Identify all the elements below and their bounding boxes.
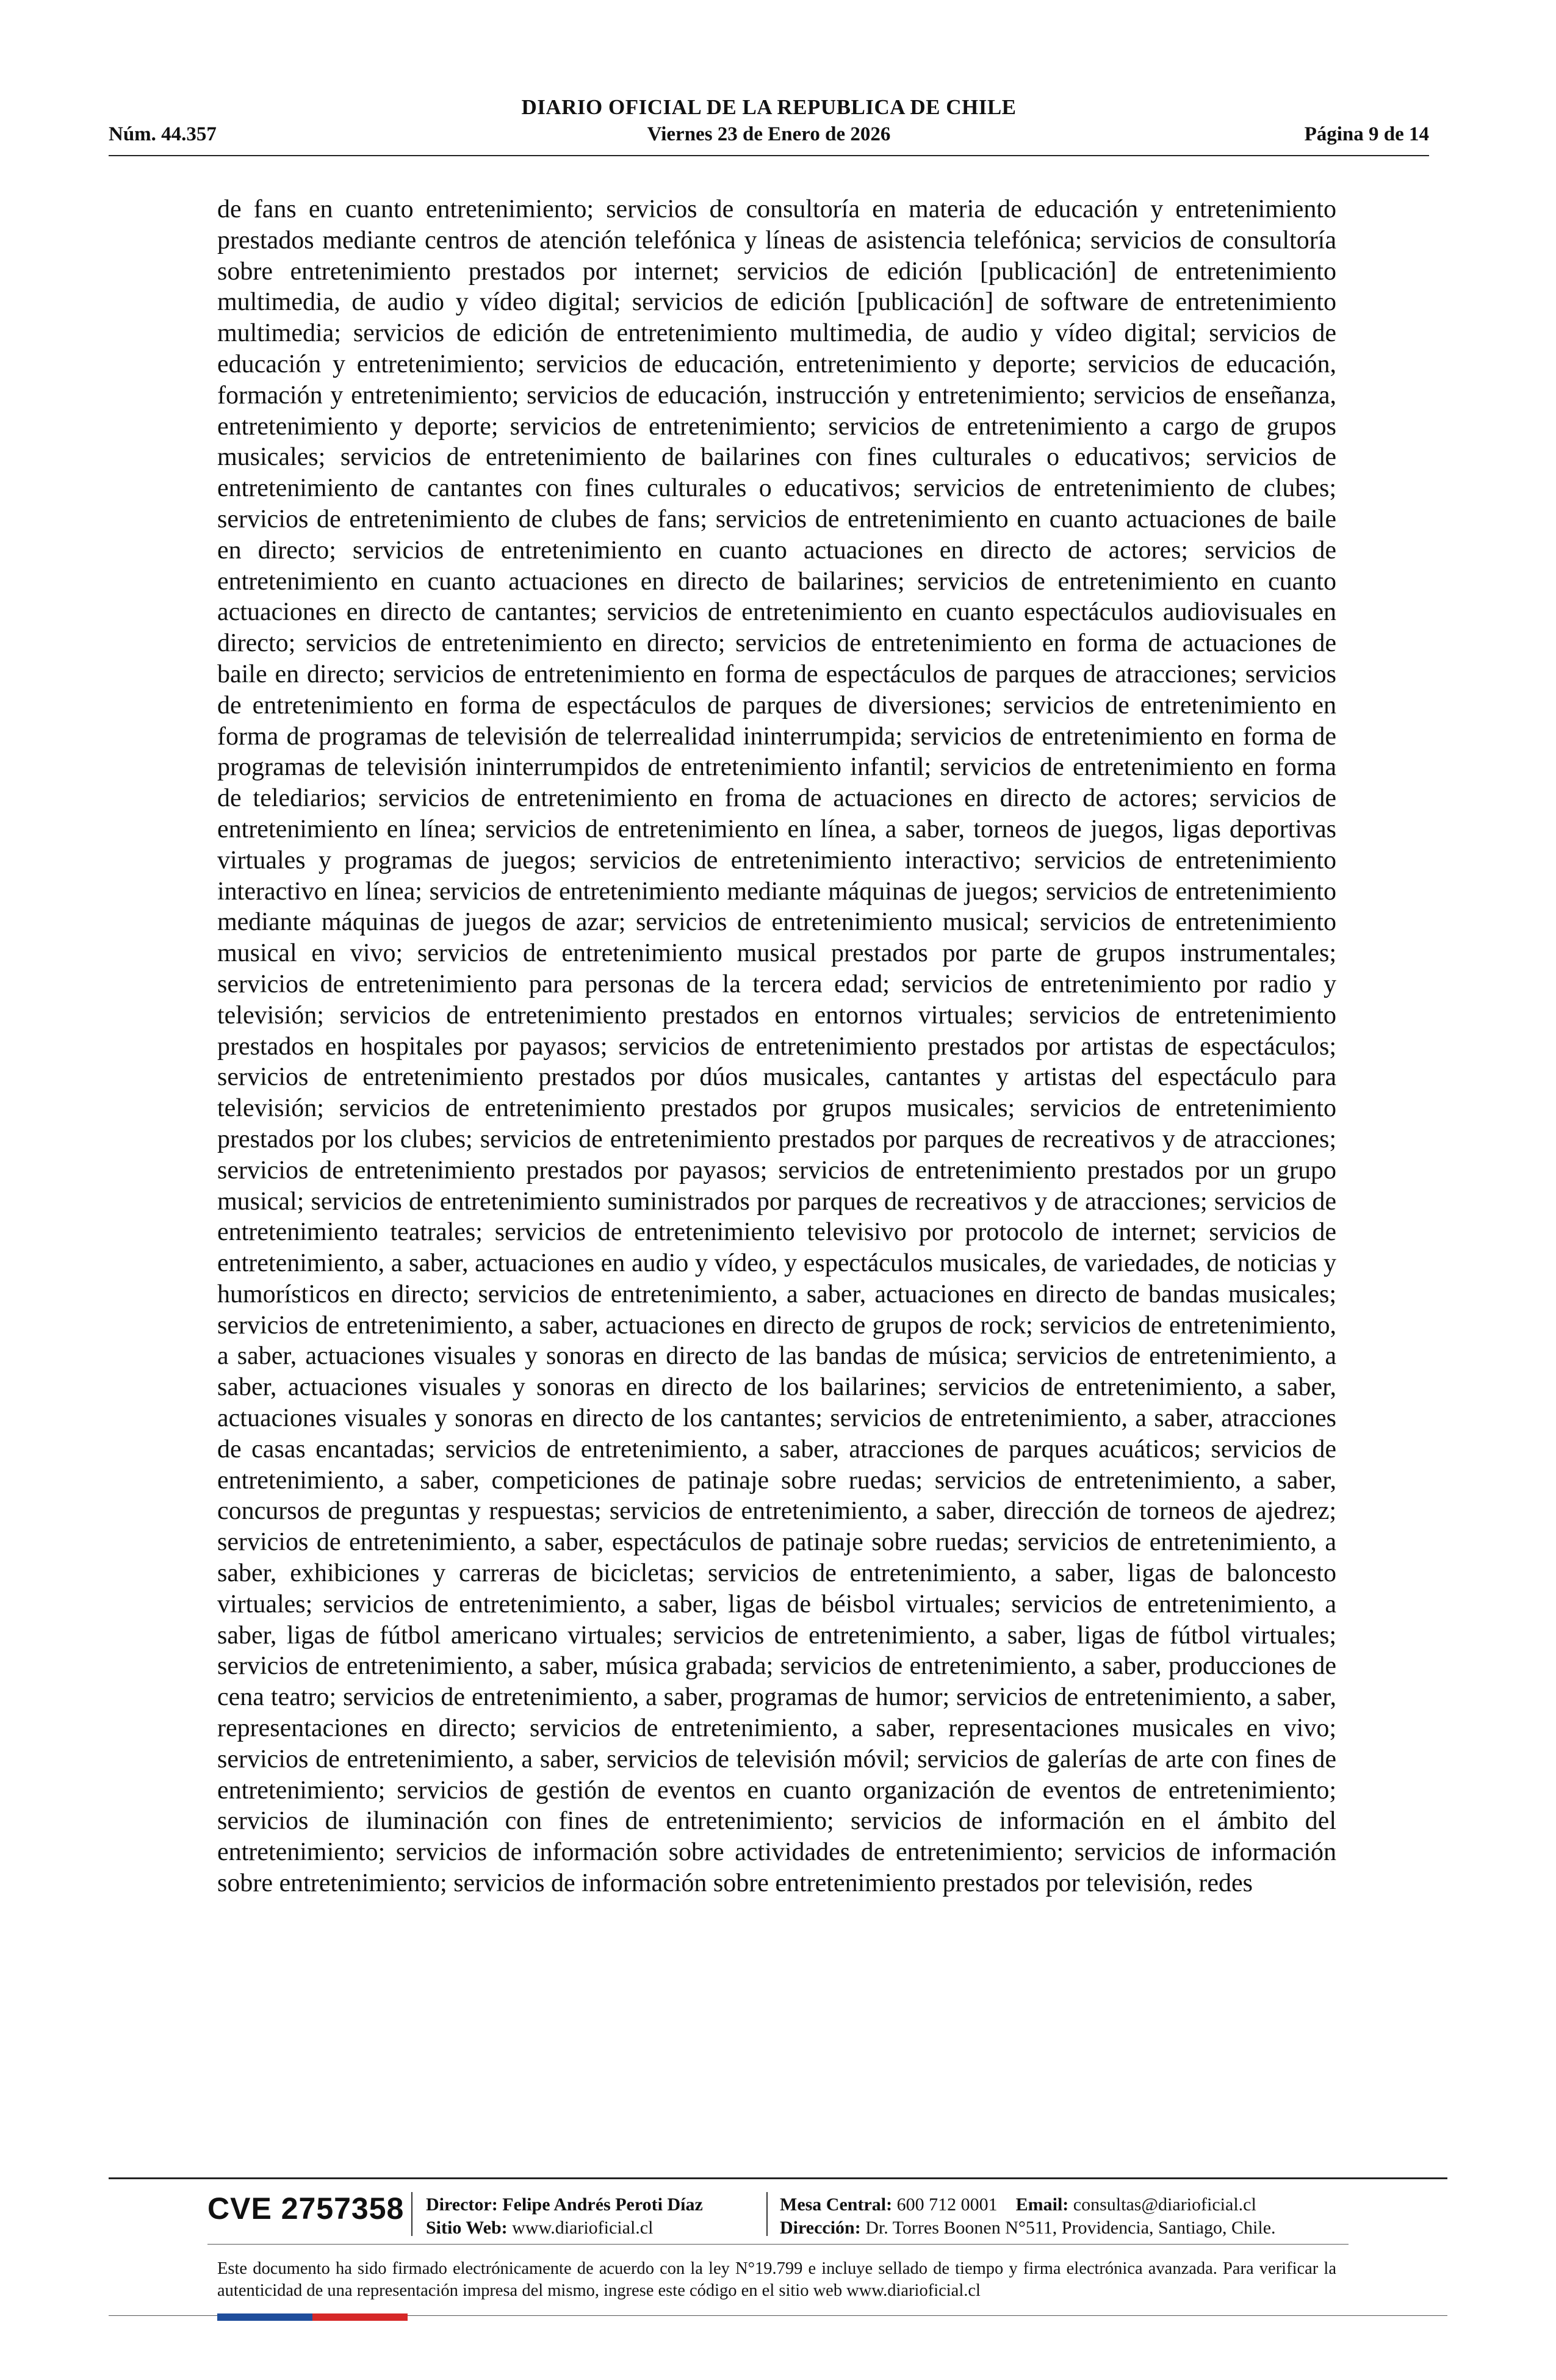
- director-line: [426, 2193, 703, 2216]
- footer-separator: [766, 2192, 768, 2236]
- address-label: Dirección:: [780, 2218, 861, 2238]
- website-label: Sitio Web:: [426, 2218, 508, 2238]
- publication-title: DIARIO OFICIAL DE LA REPUBLICA DE CHILE: [521, 95, 1017, 119]
- issue-date: Viernes 23 de Enero de 2026: [647, 123, 891, 145]
- footer-director-block: [426, 2193, 703, 2240]
- issue-number: Núm. 44.357: [109, 123, 217, 145]
- director-name: Felipe Andrés Peroti Díaz: [502, 2194, 703, 2215]
- address-text: Dr. Torres Boonen N°511, Providencia, Santiago, Chile.: [865, 2218, 1276, 2238]
- website-link[interactable]: www.diarioficial.cl: [512, 2218, 654, 2238]
- header-divider: [109, 155, 1429, 156]
- website-line: [426, 2216, 703, 2240]
- address-line: [780, 2216, 1276, 2240]
- page-header: [109, 92, 1429, 157]
- email-link[interactable]: consultas@diarioficial.cl: [1073, 2194, 1256, 2215]
- cve-code: CVE 2757358: [207, 2191, 405, 2226]
- footer-separator: [411, 2192, 412, 2236]
- flag-stripe-red: [312, 2313, 408, 2321]
- phone-label: Mesa Central:: [780, 2194, 893, 2215]
- footer-divider-middle: [207, 2244, 1349, 2245]
- director-label: Director:: [426, 2194, 498, 2215]
- legal-notice: Este documento ha sido firmado electrónicamente de acuerdo con la ley N°19.799 e incluye sellado de tiempo y firma electrónica avanzada. Para verificar la autenticidad de una representación impresa del mismo, ingrese este código en el sitio web www.diarioficial.cl: [217, 2259, 1336, 2300]
- contact-line: [780, 2193, 1276, 2216]
- phone-number: 600 712 0001: [896, 2194, 998, 2215]
- chile-flag-bar: [217, 2313, 408, 2321]
- flag-stripe-blue: [217, 2313, 312, 2321]
- footer-divider-top: [109, 2177, 1447, 2179]
- body-paragraph: de fans en cuanto entretenimiento; servicios de consultoría en materia de educación y entretenimiento prestados mediante centros de atención telefónica y líneas de asistencia telefónica; servicios de consultoría sobre entretenimiento prestados por internet; servicios de edición [publicación] de entretenimiento multimedia, de audio y vídeo digital; servicios de edición [publicación] de software de entretenimiento multimedia; servicios de edición de entretenimiento multimedia, de audio y vídeo digital; servicios de educación y entretenimiento; servicios de educación, entretenimiento y deporte; servicios de educación, formación y entretenimiento; servicios de educación, instrucción y entretenimiento; servicios de enseñanza, entretenimiento y deporte; servicios de entretenimiento; servicios de entretenimiento a cargo de grupos musicales; servicios de entretenimiento de bailarines con fines culturales o educativos; servicios de entretenimiento de cantantes con fines culturales o educativos; servicios de entretenimiento de clubes; servicios de entretenimiento de clubes de fans; servicios de entretenimiento en cuanto actuaciones de baile en directo; servicios de entretenimiento en cuanto actuaciones en directo de actores; servicios de entretenimiento en cuanto actuaciones en directo de bailarines; servicios de entretenimiento en cuanto actuaciones en directo de cantantes; servicios de entretenimiento en cuanto espectáculos audiovisuales en directo; servicios de entretenimiento en directo; servicios de entretenimiento en forma de actuaciones de baile en directo; servicios de entretenimiento en forma de espectáculos de parques de atracciones; servicios de entretenimiento en forma de espectáculos de parques de diversiones; servicios de entretenimiento en forma de programas de televisión de telerrealidad ininterrumpida; servicios de entretenimiento en forma de programas de televisión ininterrumpidos de entretenimiento infantil; servicios de entretenimiento en forma de telediarios; servicios de entretenimiento en froma de actuaciones en directo de actores; servicios de entretenimiento en línea; servicios de entretenimiento en línea, a saber, torneos de juegos, ligas deportivas virtuales y programas de juegos; servicios de entretenimiento interactivo; servicios de entretenimiento interactivo en línea; servicios de entretenimiento mediante máquinas de juegos; servicios de entretenimiento mediante máquinas de juegos de azar; servicios de entretenimiento musical; servicios de entretenimiento musical en vivo; servicios de entretenimiento musical prestados por parte de grupos instrumentales; servicios de entretenimiento para personas de la tercera edad; servicios de entretenimiento por radio y televisión; servicios de entretenimiento prestados en entornos virtuales; servicios de entretenimiento prestados en hospitales por payasos; servicios de entretenimiento prestados por artistas de espectáculos; servicios de entretenimiento prestados por dúos musicales, cantantes y artistas del espectáculo para televisión; servicios de entretenimiento prestados por grupos musicales; servicios de entretenimiento prestados por los clubes; servicios de entretenimiento prestados por parques de recreativos y de atracciones; servicios de entretenimiento prestados por payasos; servicios de entretenimiento prestados por un grupo musical; servicios de entretenimiento suministrados por parques de recreativos y de atracciones; servicios de entretenimiento teatrales; servicios de entretenimiento televisivo por protocolo de internet; servicios de entretenimiento, a saber, actuaciones en audio y vídeo, y espectáculos musicales, de variedades, de noticias y humorísticos en directo; servicios de entretenimiento, a saber, actuaciones en directo de bandas musicales; servicios de entretenimiento, a saber, actuaciones en directo de grupos de rock; servicios de entretenimiento, a saber, actuaciones visuales y sonoras en directo de las bandas de música; servicios de entretenimiento, a saber, actuaciones visuales y sonoras en directo de los bailarines; servicios de entretenimiento, a saber, actuaciones visuales y sonoras en directo de los cantantes; servicios de entretenimiento, a saber, atracciones de casas encantadas; servicios de entretenimiento, a saber, atracciones de parques acuáticos; servicios de entretenimiento, a saber, competiciones de patinaje sobre ruedas; servicios de entretenimiento, a saber, concursos de preguntas y respuestas; servicios de entretenimiento, a saber, dirección de torneos de ajedrez; servicios de entretenimiento, a saber, espectáculos de patinaje sobre ruedas; servicios de entretenimiento, a saber, exhibiciones y carreras de bicicletas; servicios de entretenimiento, a saber, ligas de baloncesto virtuales; servicios de entretenimiento, a saber, ligas de béisbol virtuales; servicios de entretenimiento, a saber, ligas de fútbol americano virtuales; servicios de entretenimiento, a saber, ligas de fútbol virtuales; servicios de entretenimiento, a saber, música grabada; servicios de entretenimiento, a saber, producciones de cena teatro; servicios de entretenimiento, a saber, programas de humor; servicios de entretenimiento, a saber, representaciones en directo; servicios de entretenimiento, a saber, representaciones musicales en vivo; servicios de entretenimiento, a saber, servicios de televisión móvil; servicios de galerías de arte con fines de entretenimiento; servicios de gestión de eventos en cuanto organización de eventos de entretenimiento; servicios de iluminación con fines de entretenimiento; servicios de información en el ámbito del entretenimiento; servicios de información sobre actividades de entretenimiento; servicios de información sobre entretenimiento; servicios de información sobre entretenimiento prestados por televisión, redes: [217, 195, 1336, 1898]
- page-indicator: Página 9 de 14: [1304, 123, 1429, 145]
- footer-contact-block: [780, 2193, 1276, 2240]
- email-label: Email:: [1015, 2194, 1069, 2215]
